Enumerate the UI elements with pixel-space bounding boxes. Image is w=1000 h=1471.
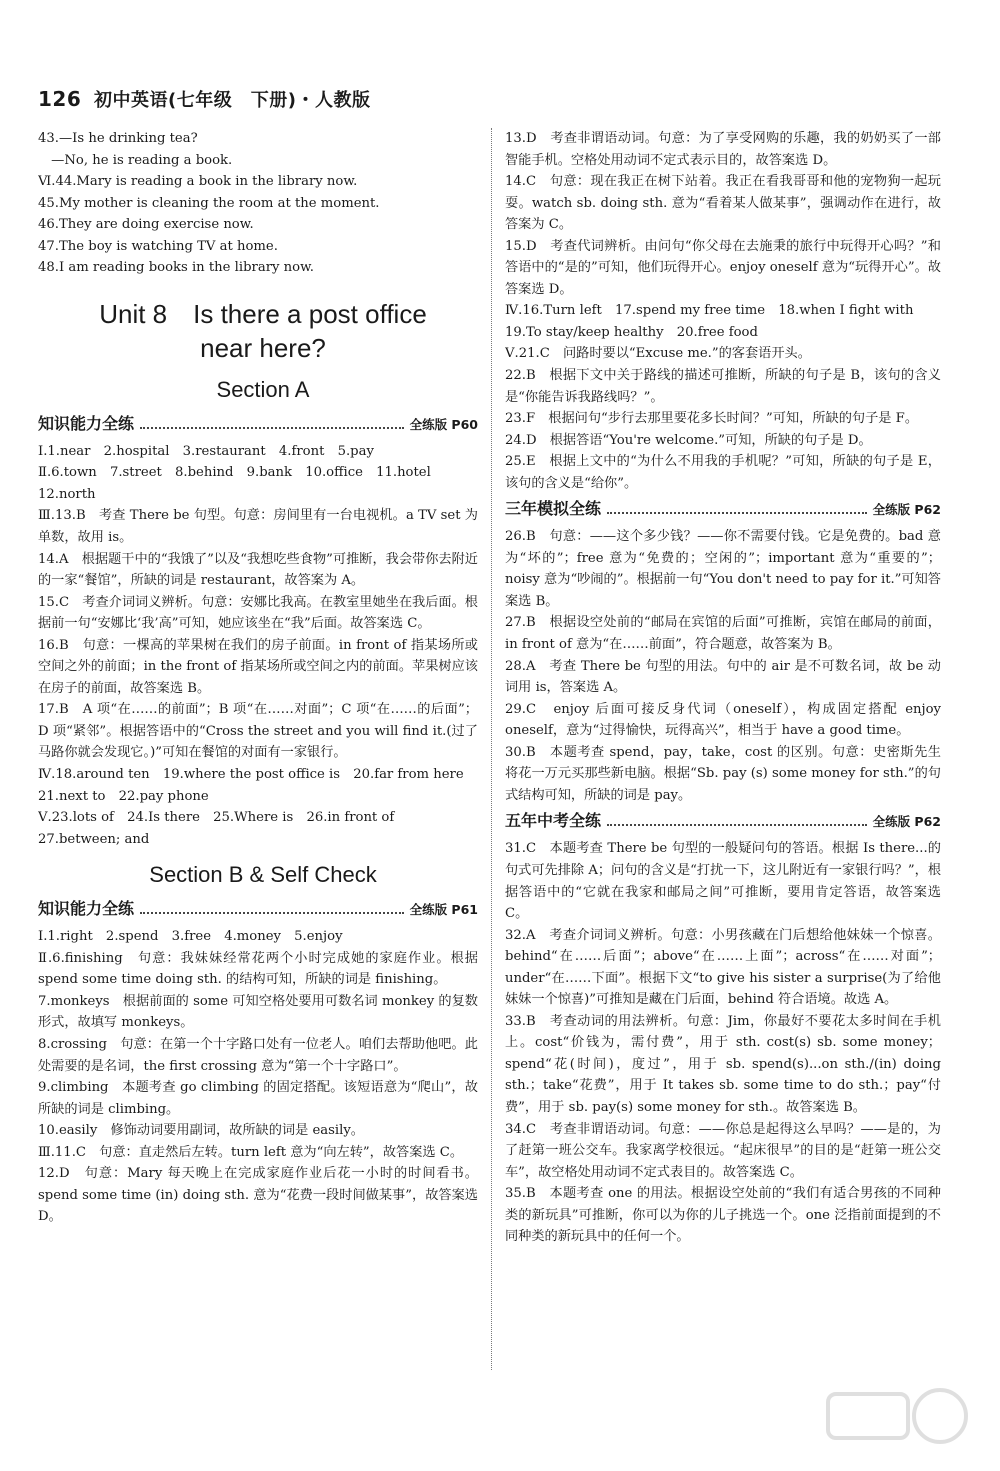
column-divider: [491, 128, 492, 1370]
section-a-title: Section A: [216, 376, 310, 402]
section-bar: [505, 810, 941, 836]
answer-block: 33.B 考查动词的用法辨析。句意：Jim，你最好不要花太多时间在手机上。cost“价钱为，需付费”，用于 sth. cost(s) sb. some money；spend“花(时间)，度过”，用于 sb. spend(s)...on sth./(in) doing sth.；take“花费”，用于 It takes sb. some time to do sth.；pay“付费”，用于 sb. pay(s) some money for sth.。故答案选 B。: [505, 1013, 941, 1115]
answer-line: —No, he is reading a book.: [38, 152, 233, 168]
right-column: [505, 128, 941, 1248]
section-bar-title: 知识能力全练: [38, 413, 135, 433]
unit-title-line1: Unit 8 Is there a post office: [99, 298, 427, 329]
answer-block: 14.A 根据题干中的“我饿了”以及“我想吃些食物”可推断，我会带你去附近的一家“餐馆”，所缺的词是 restaurant，故答案为 A。: [38, 551, 478, 589]
answer-line: Ⅳ.16.Turn left 17.spend my free time 18.when I fight with: [505, 303, 914, 319]
answer-block: 8.crossing 句意：在第一个十字路口处有一位老人。咱们去帮助他吧。此处需要的是名词，the first crossing 意为“第一个十字路口”。: [38, 1036, 478, 1074]
answer-block: 24.D 根据答语“You're welcome.”可知，所缺的句子是 D。: [505, 432, 872, 448]
page-number: 126: [38, 87, 82, 111]
answer-block: 35.B 本题考查 one 的用法。根据设空处前的“我们有适合男孩的不同种类的新玩具”可推断，你可以为你的儿子挑选一个。one 泛指前面提到的不同种类的新玩具中的任何一个。: [505, 1186, 941, 1245]
answer-line: Ⅵ.44.Mary is reading a book in the library now.: [38, 174, 358, 190]
answer-line: Ⅱ.6.town 7.street 8.behind 9.bank 10.office 11.hotel: [38, 465, 431, 481]
answer-block: 12.D 句意：Mary 每天晚上在完成家庭作业后花一小时的时间看书。spend some time (in) doing sth. 意为“花费一段时间做某事”，故答案选 D。: [38, 1166, 478, 1225]
answer-line: Ⅰ.1.near 2.hospital 3.restaurant 4.front 5.pay: [38, 443, 374, 459]
left-column: [38, 128, 478, 1228]
dot-leader: [607, 810, 867, 826]
answer-block: 32.A 考查介词词义辨析。句意：小男孩藏在门后想给他妹妹一个惊喜。behind“在……后面”；above“在……上面”；across“在……对面”；under“在……下面”。根据下文“to give his sister a surprise(为了给他妹妹一个惊喜)”可推知是藏在门后面，behind 符合语境。故选 A。: [505, 927, 941, 1008]
answer-block: 15.C 考查介词词义辨析。句意：安娜比我高。在教室里她坐在我后面。根据前一句“安娜比‘我’高”可知，她应该坐在“我”后面。故答案选 C。: [38, 594, 478, 632]
answer-block: 25.E 根据上文中的“为什么不用我的手机呢？”可知，所缺的句子是 E，该句的含义是“给你”。: [505, 454, 941, 491]
answer-block: 31.C 本题考查 There be 句型的一般疑问句的答语。根据 Is there...的句式可先排除 A；问句的含义是“打扰一下，这儿附近有一家银行吗？”，根据答语中的“它就在我家和邮局之间”可推断，要用肯定答语，故答案选 C。: [505, 841, 941, 922]
answer-line: Ⅴ.23.lots of 24.Is there 25.Where is 26.in front of: [38, 810, 395, 826]
answer-block: Ⅱ.6.finishing 句意：我妹妹经常花两个小时完成她的家庭作业。根据 spend some time doing sth. 的结构可知，所缺的词是 finishing。: [38, 950, 478, 988]
answer-block: 26.B 句意：——这个多少钱？——你不需要付钱。它是免费的。bad 意为“坏的”；free 意为“免费的；空闲的”；important 意为“重要的”；noisy 意为“吵闹的”。根据前一句“You don't need to pay for it.”可知答案选 B。: [505, 529, 941, 609]
section-b-title: Section B & Self Check: [149, 862, 377, 888]
answer-block: 9.climbing 本题考查 go climbing 的固定搭配。该短语意为“爬山”，故所缺的词是 climbing。: [38, 1080, 478, 1117]
answer-block: 23.F 根据问句“步行去那里要花多长时间？”可知，所缺的句子是 F。: [505, 411, 919, 427]
answer-block: 17.B A 项“在……的前面”；B 项“在……对面”；C 项“在……的后面”；D 项“紧邻”。根据答语中的“Cross the street and you will find it.(过了马路你就会发现它。)”可知在餐馆的对面有一家银行。: [38, 702, 478, 761]
answer-line: 45.My mother is cleaning the room at the moment.: [38, 195, 380, 211]
unit-title: [68, 297, 458, 365]
dot-leader: [607, 498, 867, 514]
dot-leader: [140, 413, 404, 429]
answer-block: 16.B 句意：一棵高的苹果树在我们的房子前面。in front of 指某场所或空间之外的前面；in the front of 指某场所或空间之内的前面。苹果树应该在房子的前面，故答案选 B。: [38, 637, 478, 696]
answer-line: 48.I am reading books in the library now.: [38, 260, 314, 276]
answer-block: 10.easily 修饰动词要用副词，故所缺的词是 easily。: [38, 1123, 364, 1139]
book-title: 初中英语(七年级 下册)・人教版: [94, 90, 371, 111]
answer-line: 27.between; and: [38, 831, 150, 847]
page-header: [38, 86, 370, 112]
answer-block: 14.C 句意：现在我正在树下站着。我正在看我哥哥和他的宠物狗一起玩耍。watch sb. doing sth. 意为“看着某人做某事”，强调动作在进行，故答案为 C。: [505, 174, 941, 233]
answer-block: 27.B 根据设空处前的“邮局在宾馆的后面”可推断，宾馆在邮局的前面，in front of 意为“在……前面”，符合题意，故答案为 B。: [505, 615, 941, 653]
answer-block: Ⅴ.21.C 问路时要以“Excuse me.”的客套语开头。: [505, 346, 811, 362]
section-bar: [38, 898, 478, 924]
answer-block: Ⅲ.11.C 句意：直走然后左转。turn left 意为“向左转”，故答案选 C。: [38, 1144, 464, 1160]
answer-block: 30.B 本题考查 spend，pay，take，cost 的区别。句意：史密斯先生将花一万元买那些新电脑。根据“Sb. pay (s) some money for sth.”的句式结构可知，所缺的词是 pay。: [505, 744, 941, 803]
answer-block: 22.B 根据下文中关于路线的描述可推断，所缺的句子是 B，该句的含义是“你能告诉我路线吗？”。: [505, 368, 941, 405]
answer-block: 15.D 考查代词辨析。由问句“你父母在去施秉的旅行中玩得开心吗？”和答语中的“是的”可知，他们玩得开心。enjoy oneself 意为“玩得开心”。故答案选 D。: [505, 238, 941, 297]
answer-block: Ⅲ.13.B 考查 There be 句型。句意：房间里有一台电视机。a TV set 为单数，故用 is。: [38, 508, 478, 546]
answer-line: 43.—Is he drinking tea?: [38, 131, 198, 146]
answer-line: Ⅰ.1.right 2.spend 3.free 4.money 5.enjoy: [38, 929, 343, 945]
answer-block: 7.monkeys 根据前面的 some 可知空格处要用可数名词 monkey 的复数形式，故填写 monkeys。: [38, 993, 478, 1031]
section-bar-title: 知识能力全练: [38, 899, 135, 919]
answer-line: 46.They are doing exercise now.: [38, 217, 254, 233]
answer-line: Ⅳ.18.around ten 19.where the post office is 20.far from here: [38, 767, 464, 783]
section-bar: [38, 413, 478, 439]
unit-title-line2: near here?: [200, 332, 326, 363]
section-bar-ref: 全练版 P61: [409, 902, 478, 918]
answer-line: 12.north: [38, 486, 96, 502]
section-bar-ref: 全练版 P62: [872, 502, 941, 518]
answer-line: 47.The boy is watching TV at home.: [38, 238, 278, 254]
section-bar-title: 三年模拟全练: [505, 499, 602, 519]
section-bar: [505, 498, 941, 524]
dot-leader: [140, 898, 404, 914]
answer-block: 13.D 考查非谓语动词。句意：为了享受网购的乐趣，我的奶奶买了一部智能手机。空格处用动词不定式表示目的，故答案选 D。: [505, 131, 941, 168]
section-bar-ref: 全练版 P62: [872, 814, 941, 830]
answer-line: 21.next to 22.pay phone: [38, 788, 209, 804]
section-bar-title: 五年中考全练: [505, 811, 602, 831]
section-bar-ref: 全练版 P60: [409, 416, 478, 432]
answer-block: 29.C enjoy 后面可接反身代词（oneself），构成固定搭配 enjoy oneself，意为“过得愉快，玩得高兴”，相当于 have a good time。: [505, 701, 941, 739]
answer-block: 34.C 考查非谓语动词。句意：——你总是起得这么早吗？——是的，为了赶第一班公交车。我家离学校很远。“起床很早”的目的是“赶第一班公交车”，故空格处用动词不定式表目的。故答案选 C。: [505, 1121, 941, 1180]
answer-block: 28.A 考查 There be 句型的用法。句中的 air 是不可数名词，故 be 动词用 is，答案选 A。: [505, 658, 941, 696]
answer-line: 19.To stay/keep healthy 20.free food: [505, 324, 758, 340]
watermark-logo: [820, 1380, 970, 1460]
